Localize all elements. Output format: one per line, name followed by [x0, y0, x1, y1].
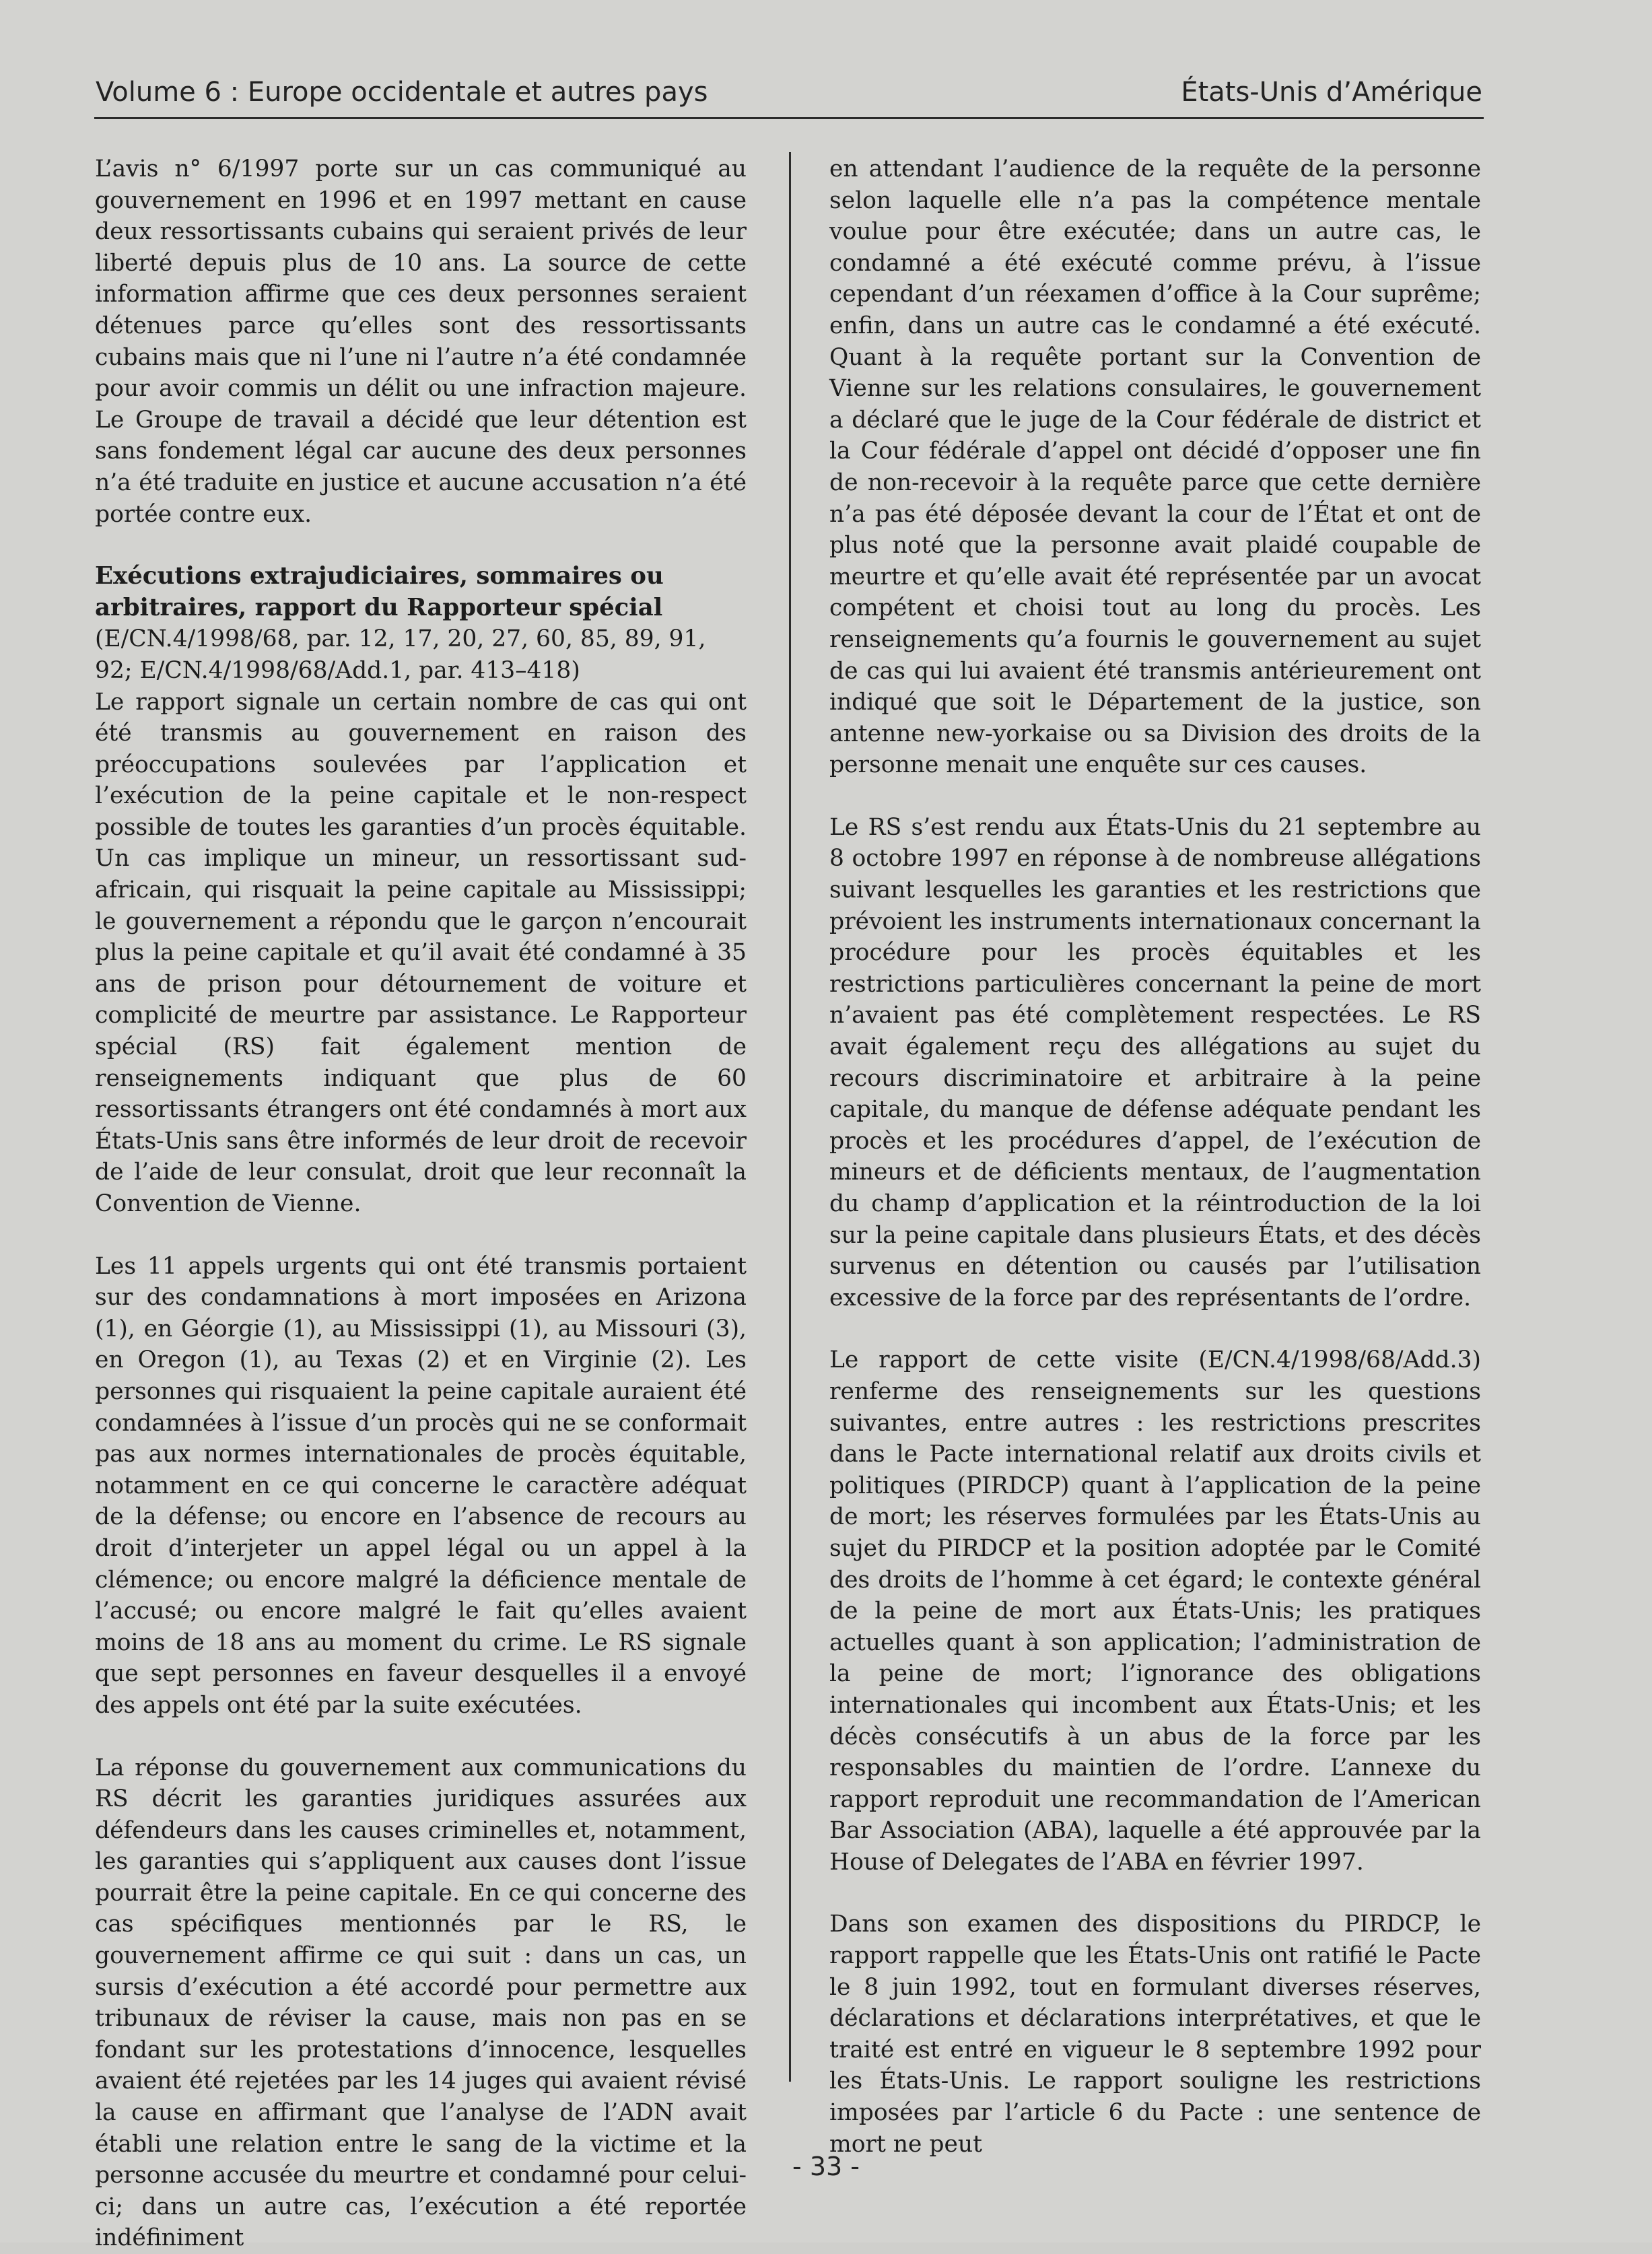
section-heading-executions: Exécutions extrajudiciaires, sommaires ou arbitraires, rapport du Rapporteur spécial [95, 561, 747, 623]
paragraph-reponse-gouvernement: La réponse du gouvernement aux communications du RS décrit les garanties juridiques assurées aux défendeurs dans les causes criminelles et, notamment, les garanties qui s’appliquent aux causes dont l’issue pourrait être la peine capitale. En ce qui concerne des cas spécifiques mentionnés par le RS, le gouvernement affirme ce qui suit : dans un cas, un sursis d’exécution a été accordé pour permettre aux tribunaux de réviser la cause, mais non pas en se fondant sur les protestations d’innocence, lesquelles avaient été rejetées par les 14 juges qui avaient révisé la cause en affirmant que l’analyse de l’ADN avait établi une relation entre le sang de la victime et la personne accusée du meurtre et condamné pour celui-ci; dans un autre cas, l’exécution a été reportée indéfiniment [95, 1752, 747, 2254]
paragraph-visite-rs: Le RS s’est rendu aux États-Unis du 21 septembre au 8 octobre 1997 en réponse à de nombreuse allégations suivant lesquelles les garanties et les restrictions que prévoient les instruments internationaux concernant la procédure pour les procès équitables et les restrictions particulières concernant la peine de mort n’avaient pas été complètement respectées. Le RS avait également reçu des allégations au sujet du recours discriminatoire et arbitraire à la peine capitale, du manque de défense adéquate pendant les procès et les procédures d’appel, de l’exécution de mineurs et de déficients mentaux, de l’augmentation du champ d’application et la réintroduction de la loi sur la peine capitale dans plusieurs États, et des décès survenus en détention ou causés par l’utilisation excessive de la force par des représentants de l’ordre. [829, 812, 1481, 1314]
page-number: - 33 - [0, 2152, 1652, 2181]
column-divider [789, 152, 791, 2082]
header-country: États-Unis d’Amérique [1181, 77, 1482, 108]
running-header [94, 70, 1484, 119]
paragraph-examen-pirdcp: Dans son examen des dispositions du PIRDCP, le rapport rappelle que les États-Unis ont ratifié le Pacte le 8 juin 1992, tout en formulant diverses réserves, déclarations et déclarations interprétatives, et que le traité est entré en vigueur le 8 septembre 1992 pour les États-Unis. Le rapport souligne les restrictions imposées par l’article 6 du Pacte : une sentence de mort ne peut [829, 1909, 1481, 2160]
paragraph-appels-urgents: Les 11 appels urgents qui ont été transmis portaient sur des condamnations à mort imposées en Arizona (1), en Géorgie (1), au Mississippi (1), au Missouri (3), en Oregon (1), au Texas (2) et en Virginie (2). Les personnes qui risquaient la peine capitale auraient été condamnées à l’issue d’un procès qui ne se conformait pas aux normes internationales de procès équitable, notamment en ce qui concerne le caractère adéquat de la défense; ou encore en l’absence de recours au droit d’interjeter un appel légal ou un appel à la clémence; ou encore malgré la déficience mentale de l’accusé; ou encore malgré le fait qu’elles avaient moins de 18 ans au moment du crime. Le RS signale que sept personnes en faveur desquelles il a envoyé des appels ont été par la suite exécutées. [95, 1251, 747, 1721]
left-column [95, 153, 747, 2254]
right-column [829, 153, 1481, 2160]
paragraph-rapport-visite: Le rapport de cette visite (E/CN.4/1998/68/Add.3) renferme des renseignements sur les questions suivantes, entre autres : les restrictions prescrites dans le Pacte international relatif aux droits civils et politiques (PIRDCP) quant à l’application de la peine de mort; les réserves formulées par les États-Unis au sujet du PIRDCP et la position adoptée par le Comité des droits de l’homme à cet égard; le contexte général de la peine de mort aux États-Unis; les pratiques actuelles quant à son application; l’administration de la peine de mort; l’ignorance des obligations internationales qui incombent aux États-Unis; et les décès consécutifs à un abus de la force par les responsables du maintien de l’ordre. L’annexe du rapport reproduit une recommandation de l’American Bar Association (ABA), laquelle a été approuvée par la House of Delegates de l’ABA en février 1997. [829, 1344, 1481, 1878]
paragraph-rapport-signale: Le rapport signale un certain nombre de cas qui ont été transmis au gouvernement en raison des préoccupations soulevées par l’application et l’exécution de la peine capitale et le non-respect possible de toutes les garanties d’un procès équitable. Un cas implique un mineur, un ressortissant sud-africain, qui risquait la peine capitale au Mississippi; le gouvernement a répondu que le garçon n’encourait plus la peine capitale et qu’il avait été condamné à 35 ans de prison pour détournement de voiture et complicité de meurtre par assistance. Le Rapporteur spécial (RS) fait également mention de renseignements indiquant que plus de 60 ressortissants étrangers ont été condamnés à mort aux États-Unis sans être informés de leur droit de recevoir de l’aide de leur consulat, droit que leur reconnaît la Convention de Vienne. [95, 687, 747, 1220]
section-heading-reference: (E/CN.4/1998/68, par. 12, 17, 20, 27, 60, 85, 89, 91, 92; E/CN.4/1998/68/Add.1, par. 413–418) [95, 623, 747, 686]
header-volume-title: Volume 6 : Europe occidentale et autres pays [96, 77, 708, 108]
paragraph-avis-6-1997: L’avis n° 6/1997 porte sur un cas communiqué au gouvernement en 1996 et en 1997 mettant en cause deux ressortissants cubains qui seraient privés de leur liberté depuis plus de 10 ans. La source de cette information affirme que ces deux personnes seraient détenues parce qu’elles sont des ressortissants cubains mais que ni l’une ni l’autre n’a été condamnée pour avoir commis un délit ou une infraction majeure. Le Groupe de travail a décidé que leur détention est sans fondement légal car aucune des deux personnes n’a été traduite en justice et aucune accusation n’a été portée contre eux. [95, 153, 747, 530]
paragraph-audience-requete: en attendant l’audience de la requête de la personne selon laquelle elle n’a pas la compétence mentale voulue pour être exécutée; dans un autre cas, le condamné a été exécuté comme prévu, à l’issue cependant d’un réexamen d’office à la Cour suprême; enfin, dans un autre cas le condamné a été exécuté. Quant à la requête portant sur la Convention de Vienne sur les relations consulaires, le gouvernement a déclaré que le juge de la Cour fédérale de district et la Cour fédérale d’appel ont décidé d’opposer une fin de non-recevoir à la requête parce que cette dernière n’a pas été déposée devant la cour de l’État et ont de plus noté que la personne avait plaidé coupable de meurtre et qu’elle avait été représentée par un avocat compétent et choisi tout au long du procès. Les renseignements qu’a fournis le gouvernement au sujet de cas qui lui avaient été transmis antérieurement ont indiqué que soit le Département de la justice, son antenne new-yorkaise ou sa Division des droits de la personne menait une enquête sur ces causes. [829, 153, 1481, 781]
